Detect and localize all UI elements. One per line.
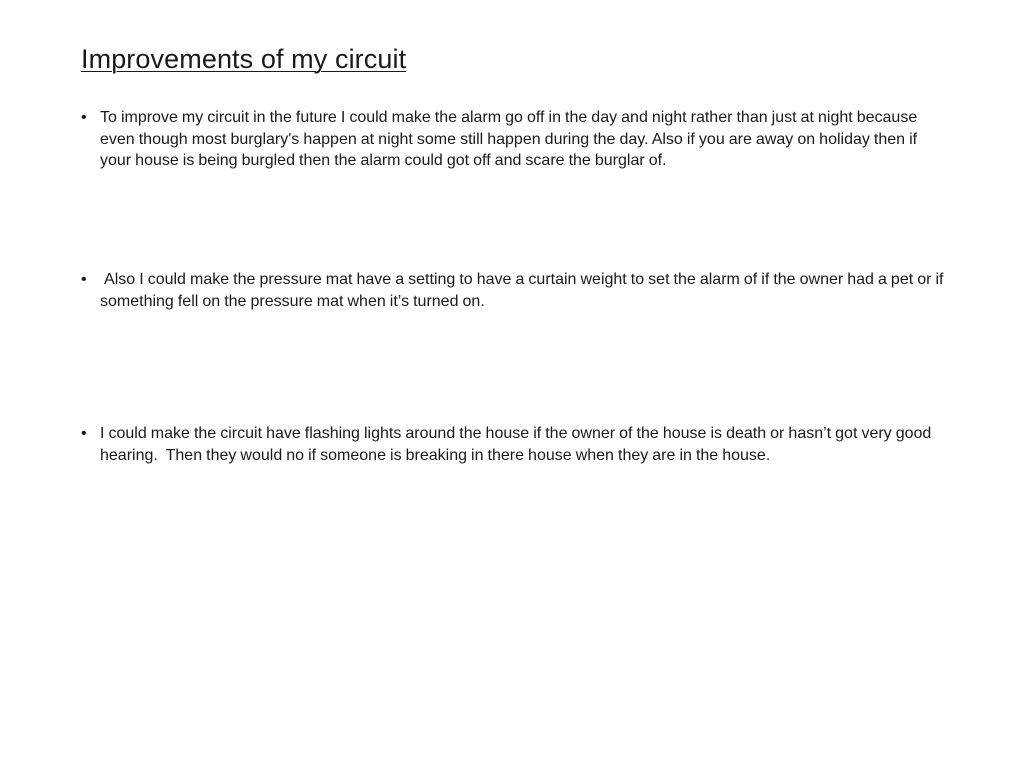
- bullet-marker: •: [81, 271, 87, 288]
- bullet-item: [81, 423, 946, 466]
- bullet-item: [81, 107, 946, 172]
- bullet-item: [81, 269, 946, 312]
- bullet-text: To improve my circuit in the future I could make the alarm go off in the day and night rather than just at night because even though most burglary's happen at night some still happen during the day. Also if you are away on holiday then if your house is being burgled then the alarm could got off and scare the burglar of.: [100, 109, 918, 169]
- slide-title: Improvements of my circuit: [81, 44, 407, 74]
- bullet-text: Also I could make the pressure mat have a setting to have a curtain weight to set the alarm of if the owner had a pet or if something fell on the pressure mat when it’s turned on.: [100, 271, 948, 310]
- bullet-marker: •: [81, 425, 87, 442]
- bullet-text: I could make the circuit have flashing lights around the house if the owner of the house is death or hasn’t got very good hearing. Then they would no if someone is breaking in there house when they are in the house.: [100, 425, 936, 464]
- bullet-marker: •: [81, 109, 87, 126]
